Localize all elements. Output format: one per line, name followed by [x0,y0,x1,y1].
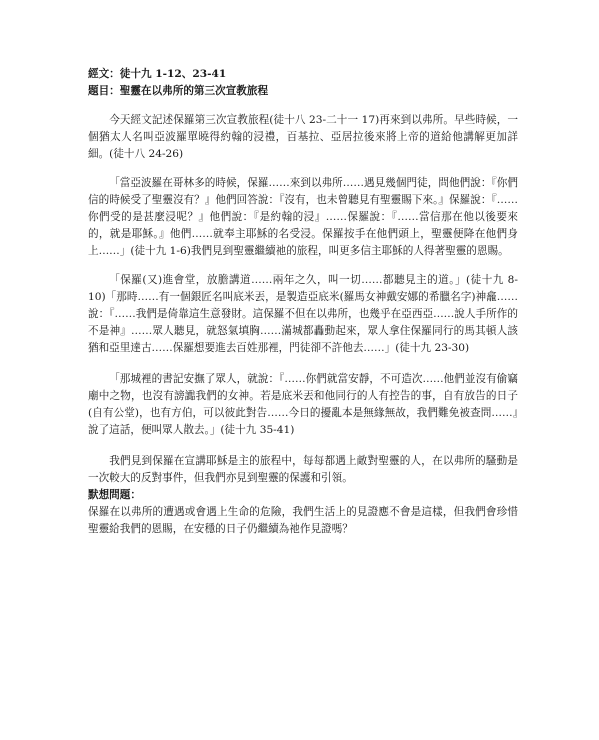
paragraph-ephesus-disciples: 「當亞波羅在哥林多的時候，保羅……來到以弗所……遇見幾個門徒，問他們說：『你們信的時候受了聖靈沒有？』他們回答說：『沒有，也未曾聽見有聖靈賜下來。』保羅說：『……你們受的是甚麼浸呢？』他們說：『是約翰的浸』……保羅說：『……當信那在他以後要來的，就是耶穌。』他們……就奉主耶穌的名受浸。保羅按手在他們頭上，聖靈便降在他們身上……」(徒十九 1-6)我們見到聖靈繼續祂的旅程，叫更多信主耶穌的人得著聖靈的恩賜。 [88,177,518,257]
document-title: 題目：聖靈在以弗所的第三次宣教旅程 [88,85,269,97]
paragraph-conclusion: 我們見到保羅在宣講耶穌是主的旅程中，每每都遇上敵對聖靈的人，在以弗所的騷動是一次較大的反對事件，但我們亦見到聖靈的保護和引領。 [88,455,518,484]
paragraph-demetrius-riot: 「保羅(又)進會堂，放膽講道……兩年之久，叫一切……都聽見主的道。」(徒十九 8-10)「那時……有一個銀匠名叫底米丟，是製造亞底米(羅馬女神戴安娜的希臘名字)神龕……說：『……我們是倚靠這生意發財。這保羅不但在以弗所，也幾乎在亞西亞……說人手所作的不是神』……眾人聽見，就怒氣填胸……滿城都轟動起來，眾人拿住保羅同行的馬其頓人該猶和亞里達古……保羅想要進去百姓那裡，門徒卻不許他去……」(徒十九 23-30) [88,274,518,354]
document-body [88,66,518,538]
paragraph-intro: 今天經文記述保羅第三次宣教旅程(徒十八 23-二十一 17)再來到以弗所。早些時候，一個猶太人名叫亞波羅單曉得約翰的浸禮，百基拉、亞居拉後來將上帝的道給他講解更加詳細。(徒十八 24-26) [88,114,518,160]
reflection-title: 默想問題： [88,489,141,501]
scripture-reference: 經文：徒十九 1-12、23-41 [88,68,227,80]
reflection-question: 保羅在以弗所的遭遇或會遇上生命的危險，我們生活上的見證應不會是這樣，但我們會珍惜聖靈給我們的恩賜，在安穩的日子仍繼續為祂作見證嗎？ [88,506,518,535]
paragraph-town-clerk: 「那城裡的書記安撫了眾人，就說：『……你們就當安靜，不可造次……他們並沒有偷竊廟中之物，也沒有謗讟我們的女神。若是底米丟和他同行的人有控告的事，自有放告的日子(自有公堂)，也有方伯，可以彼此對告……今日的擾亂本是無緣無故，我們難免被查問……』說了這話，便叫眾人散去。」(徒十九 35-41) [88,373,518,436]
